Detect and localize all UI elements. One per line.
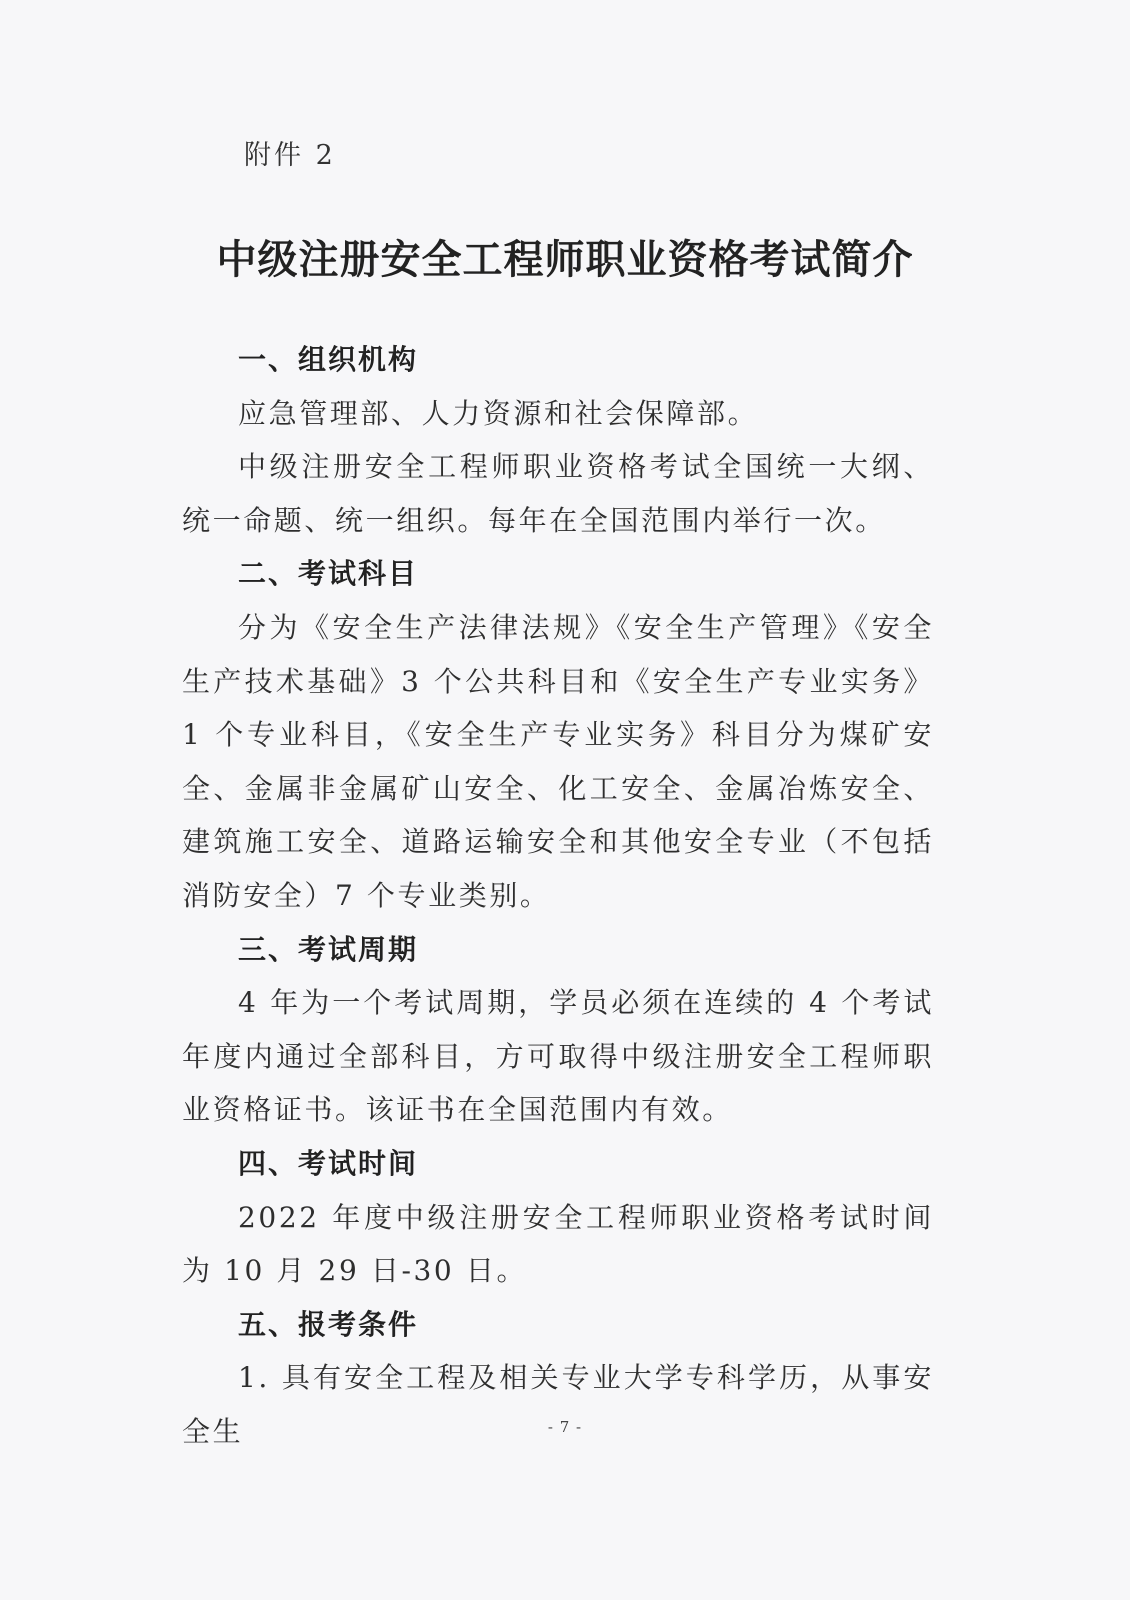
paragraph: 应急管理部、人力资源和社会保障部。 bbox=[238, 396, 759, 430]
section-heading: 一、组织机构 bbox=[238, 343, 419, 376]
section-heading: 四、考试时间 bbox=[238, 1146, 419, 1180]
section-heading: 二、考试科目 bbox=[238, 557, 419, 591]
section-heading: 三、考试周期 bbox=[238, 932, 419, 966]
paragraph: 1. 具有安全工程及相关专业大学专科学历，从事安全生 bbox=[182, 1361, 934, 1448]
document-body bbox=[182, 333, 934, 1458]
document-title: 中级注册安全工程师职业资格考试简介 bbox=[216, 237, 914, 283]
paragraph: 2022 年度中级注册安全工程师职业资格考试时间为 10 月 29 日-30 日。 bbox=[182, 1200, 934, 1288]
section-heading: 五、报考条件 bbox=[238, 1307, 419, 1341]
paragraph: 4 年为一个考试周期，学员必须在连续的 4 个考试年度内通过全部科目，方可取得中级注册安全工程师职业资格证书。该证书在全国范围内有效。 bbox=[182, 986, 934, 1127]
attachment-label: 附件 2 bbox=[244, 140, 336, 171]
page-number: - 7 - bbox=[547, 1418, 583, 1436]
paragraph: 分为《安全生产法律法规》《安全生产管理》《安全生产技术基础》3 个公共科目和《安全生产专业实务》1 个专业科目，《安全生产专业实务》科目分为煤矿安全、金属非金属矿山安全、化工安全、金属冶炼安全、建筑施工安全、道路运输安全和其他安全专业（不包括消防安全）7 个专业类别。 bbox=[182, 610, 934, 912]
paragraph: 中级注册安全工程师职业资格考试全国统一大纲、统一命题、统一组织。每年在全国范围内举行一次。 bbox=[182, 450, 934, 537]
